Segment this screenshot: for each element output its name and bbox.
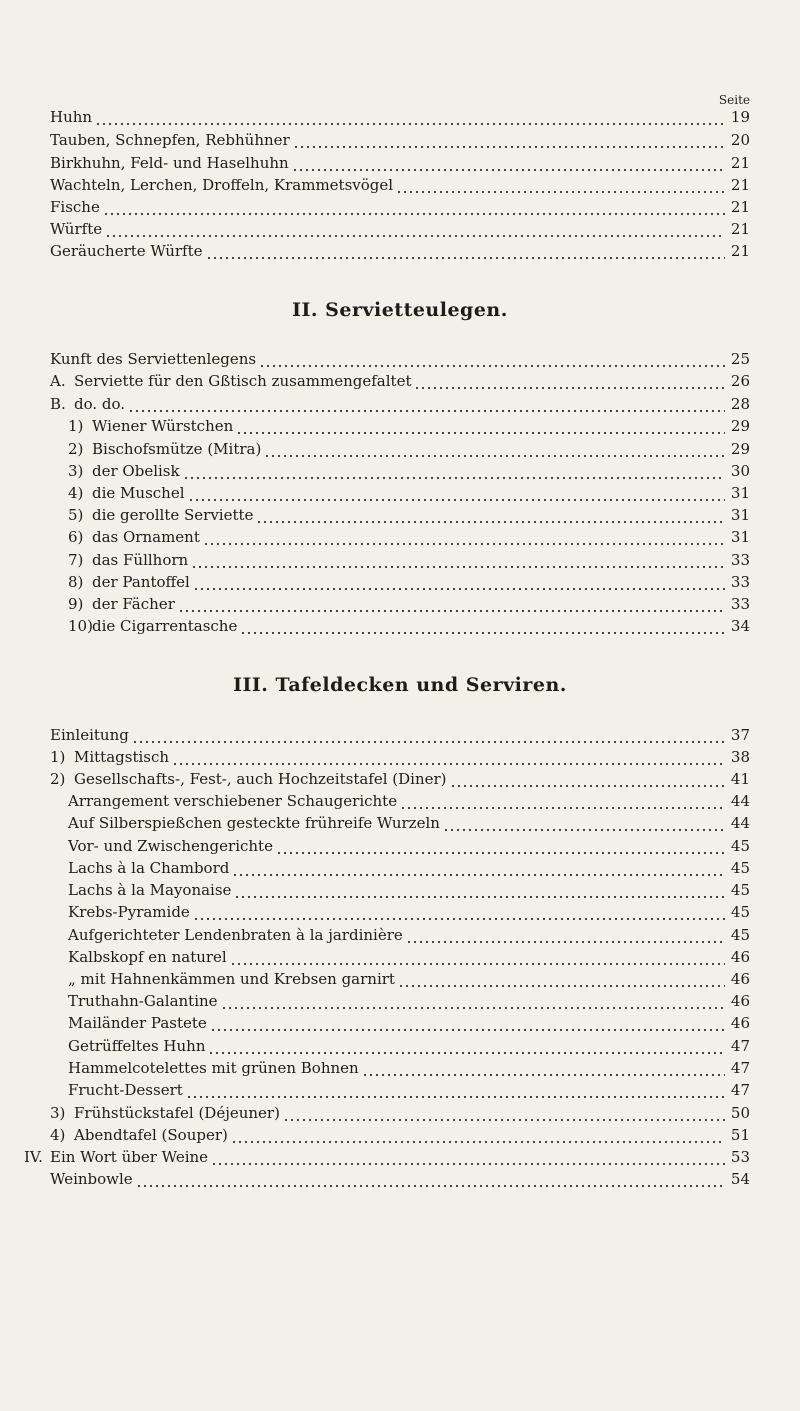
entry-title: Arrangement verschiebener Schaugerichte	[68, 792, 398, 810]
entry-title-wrap	[50, 770, 447, 788]
entry-title: Hammelcotelettes mit grünen Bohnen	[68, 1059, 359, 1077]
page-column-header: Seite	[718, 93, 750, 107]
toc-entry	[50, 613, 750, 635]
entry-number: 5)	[68, 506, 84, 524]
entry-number: B.	[50, 395, 66, 413]
entry-title: Getrüffeltes Huhn	[68, 1037, 206, 1055]
dot-leader	[193, 575, 725, 591]
entry-number: 7)	[68, 551, 84, 569]
dot-leader	[208, 1039, 725, 1055]
dot-leader	[105, 222, 725, 238]
entry-title-wrap	[50, 926, 403, 944]
entry-number: 4)	[50, 1126, 66, 1144]
toc-entry	[50, 988, 750, 1010]
entry-title-wrap	[50, 131, 290, 149]
dot-leader	[103, 200, 725, 216]
entry-title-wrap	[50, 595, 175, 613]
dot-leader	[400, 794, 725, 810]
dot-leader	[211, 1150, 725, 1166]
toc-entry	[50, 127, 750, 149]
dot-leader	[293, 133, 725, 149]
entry-title-wrap	[50, 617, 237, 635]
dot-leader	[443, 816, 725, 832]
entry-title-wrap	[50, 154, 289, 172]
toc-entry	[50, 966, 750, 988]
dot-leader	[95, 110, 725, 126]
entry-title: Serviette für den Gßtisch zusammengefaltet	[74, 372, 412, 390]
entry-number: 3)	[68, 462, 84, 480]
entry-title: Bischofsmütze (Mitra)	[92, 440, 262, 458]
entry-title-wrap	[50, 992, 218, 1010]
entry-title-wrap	[50, 1059, 359, 1077]
toc-entry	[50, 1033, 750, 1055]
dot-leader	[256, 508, 725, 524]
toc-entry	[50, 368, 750, 390]
entry-title: „ mit Hahnenkämmen und Krebsen garnirt	[68, 970, 395, 988]
toc-entry	[50, 766, 750, 788]
entry-title: Fische	[50, 198, 100, 216]
entry-title: Geräucherte Würfte	[50, 242, 203, 260]
dot-leader	[203, 530, 725, 546]
dot-leader	[136, 1172, 725, 1188]
entry-title-wrap	[50, 462, 180, 480]
toc-entry	[50, 502, 750, 524]
entry-page-number: 31	[730, 506, 750, 524]
entry-title-wrap	[50, 1081, 183, 1099]
entry-page-number: 46	[730, 948, 750, 966]
dot-leader	[398, 972, 725, 988]
entry-page-number: 45	[730, 837, 750, 855]
entry-title-wrap	[50, 440, 261, 458]
entry-title: Mittagstisch	[74, 748, 170, 766]
entry-page-number: 44	[730, 814, 750, 832]
entry-title-wrap	[50, 748, 169, 766]
entry-title: die gerollte Serviette	[92, 506, 254, 524]
section-heading: II. Servietteulegen.	[292, 299, 508, 321]
entry-number: 3)	[50, 1104, 66, 1122]
entry-title-wrap	[50, 506, 253, 524]
entry-page-number: 50	[730, 1104, 750, 1122]
entry-page-number: 45	[730, 926, 750, 944]
entry-number: 8)	[68, 573, 84, 591]
dot-leader	[283, 1106, 725, 1122]
toc-entry	[50, 1166, 750, 1188]
dot-leader	[206, 244, 725, 260]
entry-number: 9)	[68, 595, 84, 613]
entry-title-wrap	[50, 1014, 207, 1032]
toc-entry	[50, 922, 750, 944]
entry-title: Lachs à la Mayonaise	[68, 881, 232, 899]
entry-number: A.	[50, 372, 66, 390]
toc-entry	[50, 1010, 750, 1032]
entry-number: 6)	[68, 528, 84, 546]
toc-entry	[50, 1077, 750, 1099]
toc-entry	[50, 722, 750, 744]
toc-entry	[50, 833, 750, 855]
entry-title: Gesellschafts-, Fest-, auch Hochzeitstafel (Diner)	[74, 770, 447, 788]
entry-title: Abendtafel (Souper)	[74, 1126, 228, 1144]
entry-title-wrap	[50, 837, 273, 855]
toc-entry	[50, 172, 750, 194]
entry-title-wrap	[50, 970, 395, 988]
entry-title: Ein Wort über Weine	[50, 1148, 209, 1166]
entry-title: Frucht-Dessert	[68, 1081, 183, 1099]
entry-page-number: 46	[730, 992, 750, 1010]
entry-title-wrap	[50, 551, 188, 569]
entry-page-number: 21	[730, 176, 750, 194]
dot-leader	[450, 772, 725, 788]
entry-title: Vor- und Zwischengerichte	[68, 837, 273, 855]
entry-page-number: 53	[730, 1148, 750, 1166]
dot-leader	[231, 1128, 725, 1144]
entry-title-wrap	[50, 220, 102, 238]
entry-title: das Ornament	[92, 528, 200, 546]
entry-title-wrap	[50, 528, 200, 546]
toc-entry	[50, 238, 750, 260]
entry-title: Kunft des Serviettenlegens	[50, 350, 257, 368]
dot-leader	[188, 486, 726, 502]
dot-leader	[193, 905, 725, 921]
toc-entry	[50, 413, 750, 435]
entry-page-number: 33	[730, 551, 750, 569]
toc-entry	[50, 524, 750, 546]
entry-title: Kalbskopf en naturel	[68, 948, 227, 966]
toc-entry	[50, 744, 750, 766]
entry-number: 1)	[50, 748, 66, 766]
entry-title-wrap	[50, 176, 393, 194]
toc-entry	[50, 1122, 750, 1144]
dot-leader	[178, 597, 725, 613]
dot-leader	[210, 1016, 725, 1032]
entry-page-number: 20	[730, 131, 750, 149]
entry-title-wrap	[50, 573, 190, 591]
toc-entry	[50, 788, 750, 810]
dot-leader	[292, 156, 725, 172]
entry-title-wrap	[50, 372, 411, 390]
entry-title: Huhn	[50, 108, 93, 126]
dot-leader	[183, 464, 725, 480]
entry-title: Würfte	[50, 220, 103, 238]
entry-page-number: 47	[730, 1081, 750, 1099]
entry-title-wrap	[50, 792, 397, 810]
entry-title: Wiener Würstchen	[92, 417, 234, 435]
entry-title-wrap	[50, 1148, 208, 1166]
entry-page-number: 47	[730, 1059, 750, 1077]
entry-page-number: 34	[730, 617, 750, 635]
toc-entry	[50, 458, 750, 480]
toc-entry	[50, 150, 750, 172]
entry-page-number: 33	[730, 573, 750, 591]
entry-page-number: 26	[730, 372, 750, 390]
entry-page-number: 45	[730, 859, 750, 877]
toc-entry	[24, 1144, 750, 1166]
toc-entry	[50, 436, 750, 458]
dot-leader	[232, 861, 725, 877]
entry-title: die Cigarrentasche	[92, 617, 238, 635]
entry-number: 10)	[68, 617, 93, 635]
dot-leader	[230, 950, 725, 966]
entry-title: Tauben, Schnepfen, Rebhühner	[50, 131, 290, 149]
entry-title-wrap	[50, 417, 233, 435]
toc-entry	[50, 480, 750, 502]
entry-title-wrap	[50, 1037, 205, 1055]
entry-page-number: 21	[730, 154, 750, 172]
entry-title: Aufgerichteter Lendenbraten à la jardinière	[68, 926, 403, 944]
dot-leader	[264, 442, 725, 458]
entry-page-number: 45	[730, 903, 750, 921]
roman-numeral: IV.	[24, 1148, 43, 1166]
dot-leader	[172, 750, 725, 766]
toc-entry	[50, 944, 750, 966]
entry-page-number: 29	[730, 417, 750, 435]
entry-page-number: 21	[730, 242, 750, 260]
entry-title: Auf Silberspießchen gesteckte frühreife Wurzeln	[68, 814, 440, 832]
entry-title-wrap	[50, 1104, 280, 1122]
dot-leader	[221, 994, 725, 1010]
dot-leader	[414, 374, 725, 390]
toc-entry	[50, 547, 750, 569]
toc-entry	[50, 810, 750, 832]
entry-page-number: 31	[730, 484, 750, 502]
entry-number: 4)	[68, 484, 84, 502]
entry-title: der Obelisk	[92, 462, 180, 480]
entry-page-number: 29	[730, 440, 750, 458]
entry-title-wrap	[50, 726, 129, 744]
entry-number: 2)	[68, 440, 84, 458]
entry-page-number: 47	[730, 1037, 750, 1055]
entry-title: Frühstückstafel (Déjeuner)	[74, 1104, 280, 1122]
entry-page-number: 51	[730, 1126, 750, 1144]
entry-title-wrap	[50, 859, 229, 877]
entry-number: 1)	[68, 417, 84, 435]
toc-entry	[50, 877, 750, 899]
dot-leader	[362, 1061, 725, 1077]
entry-title: Weinbowle	[50, 1170, 133, 1188]
entry-title-wrap	[50, 814, 440, 832]
entry-title: Mailänder Pastete	[68, 1014, 207, 1032]
entry-title: der Fächer	[92, 595, 175, 613]
entry-title: das Füllhorn	[92, 551, 189, 569]
toc-entry	[50, 855, 750, 877]
entry-number: 2)	[50, 770, 66, 788]
entry-title-wrap	[50, 198, 100, 216]
entry-title: Einleitung	[50, 726, 129, 744]
toc-entry	[50, 194, 750, 216]
dot-leader	[240, 619, 725, 635]
entry-page-number: 44	[730, 792, 750, 810]
toc-entry	[50, 346, 750, 368]
entry-page-number: 54	[730, 1170, 750, 1188]
entry-page-number: 45	[730, 881, 750, 899]
dot-leader	[132, 728, 725, 744]
entry-page-number: 21	[730, 220, 750, 238]
toc-entry	[50, 1055, 750, 1077]
entry-title: Lachs à la Chambord	[68, 859, 230, 877]
entry-title: Truthahn-Galantine	[68, 992, 218, 1010]
entry-page-number: 38	[730, 748, 750, 766]
entry-title: do. do.	[74, 395, 126, 413]
entry-page-number: 41	[730, 770, 750, 788]
dot-leader	[236, 419, 725, 435]
dot-leader	[396, 178, 725, 194]
dot-leader	[186, 1083, 725, 1099]
entry-title: Krebs-Pyramide	[68, 903, 190, 921]
entry-title-wrap	[50, 948, 227, 966]
entry-page-number: 30	[730, 462, 750, 480]
entry-title: Wachteln, Lerchen, Droffeln, Krammetsvögel	[50, 176, 394, 194]
dot-leader	[191, 553, 725, 569]
dot-leader	[128, 397, 725, 413]
entry-page-number: 31	[730, 528, 750, 546]
entry-title: die Muschel	[92, 484, 185, 502]
toc-entry	[50, 591, 750, 613]
entry-title: Birkhuhn, Feld- und Haselhuhn	[50, 154, 289, 172]
entry-page-number: 33	[730, 595, 750, 613]
entry-title-wrap	[50, 108, 92, 126]
entry-page-number: 37	[730, 726, 750, 744]
entry-page-number: 46	[730, 970, 750, 988]
dot-leader	[406, 928, 725, 944]
entry-title-wrap	[50, 484, 185, 502]
entry-title: der Pantoffel	[92, 573, 190, 591]
entry-page-number: 46	[730, 1014, 750, 1032]
entry-title-wrap	[50, 395, 125, 413]
section-heading: III. Tafeldecken und Serviren.	[233, 674, 567, 696]
dot-leader	[259, 352, 725, 368]
dot-leader	[234, 883, 725, 899]
dot-leader	[276, 839, 725, 855]
entry-page-number: 21	[730, 198, 750, 216]
entry-title-wrap	[50, 881, 231, 899]
entry-page-number: 28	[730, 395, 750, 413]
entry-title-wrap	[50, 350, 256, 368]
entry-title-wrap	[50, 1170, 133, 1188]
toc-entry	[50, 899, 750, 921]
entry-page-number: 25	[730, 350, 750, 368]
toc-entry	[50, 216, 750, 238]
entry-page-number: 19	[730, 108, 750, 126]
toc-entry	[50, 1100, 750, 1122]
toc-entry	[50, 104, 750, 126]
entry-title-wrap	[50, 903, 190, 921]
toc-entry	[50, 391, 750, 413]
entry-title-wrap	[50, 242, 203, 260]
entry-title-wrap	[50, 1126, 228, 1144]
toc-entry	[50, 569, 750, 591]
